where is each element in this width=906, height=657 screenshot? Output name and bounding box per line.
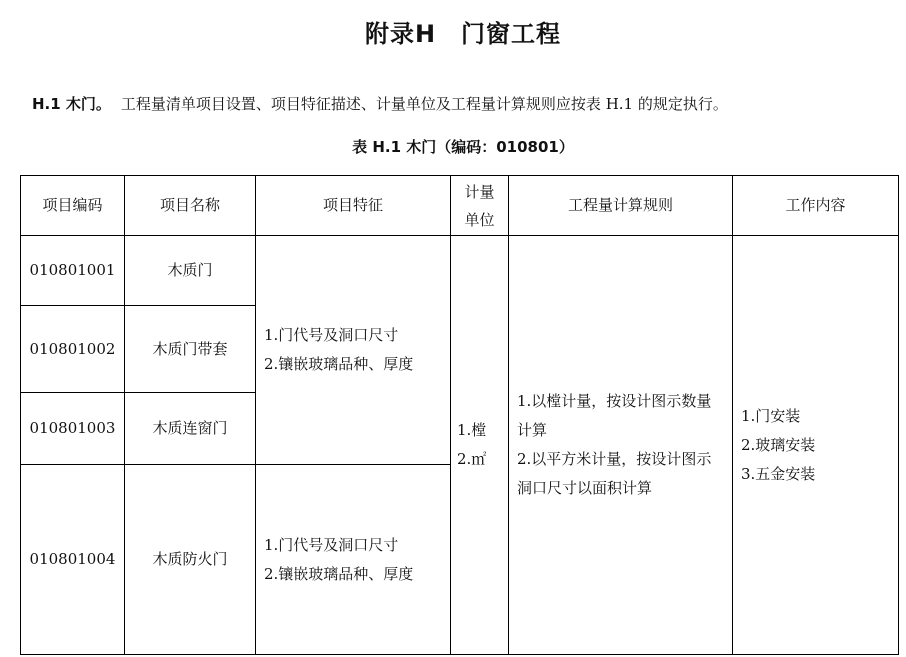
item-name: 木质防火门 xyxy=(125,465,256,655)
table-row xyxy=(21,236,899,306)
feature-line: 2.镶嵌玻璃品种、厚度 xyxy=(264,564,414,583)
item-code: 010801003 xyxy=(21,393,125,465)
intro-paragraph xyxy=(32,93,728,114)
feature-line: 2.镶嵌玻璃品种、厚度 xyxy=(264,355,414,373)
header-unit xyxy=(451,176,509,236)
intro-text: 工程量清单项目设置、项目特征描述、计量单位及工程量计算规则应按表 H.1 的规定执行。 xyxy=(120,95,728,113)
item-features xyxy=(256,236,451,465)
table-header-row xyxy=(21,176,899,236)
item-features xyxy=(256,465,451,655)
feature-line: 1.门代号及洞口尺寸 xyxy=(264,326,399,344)
content-line: 1.门安装 xyxy=(741,406,801,425)
rule-line: 2.以平方米计量，按设计图示洞口尺寸以面积计算 xyxy=(517,450,712,497)
item-name: 木质门 xyxy=(125,236,256,306)
feature-line: 1.门代号及洞口尺寸 xyxy=(264,535,399,554)
header-content: 工作内容 xyxy=(733,176,899,236)
header-unit-line1: 计量 xyxy=(464,182,495,201)
header-features: 项目特征 xyxy=(256,176,451,236)
table-caption: 表 H.1 木门（编码：010801） xyxy=(352,138,574,156)
unit-line: 2.㎡ xyxy=(457,450,487,468)
page-title: 附录H 门窗工程 xyxy=(364,20,562,48)
item-name: 木质连窗门 xyxy=(125,393,256,465)
item-unit xyxy=(451,236,509,655)
item-rule xyxy=(509,236,733,655)
intro-lead: H.1 木门。 xyxy=(32,95,111,113)
content-line: 3.五金安装 xyxy=(741,464,816,483)
spec-table xyxy=(20,175,899,655)
header-code: 项目编码 xyxy=(21,176,125,236)
rule-line: 1.以樘计量，按设计图示数量计算 xyxy=(517,392,712,439)
unit-line: 1.樘 xyxy=(457,421,487,439)
item-code: 010801004 xyxy=(21,465,125,655)
header-unit-line2: 单位 xyxy=(464,210,495,229)
item-code: 010801001 xyxy=(21,236,125,306)
item-content xyxy=(733,236,899,655)
item-code: 010801002 xyxy=(21,306,125,393)
item-name: 木质门带套 xyxy=(125,306,256,393)
header-rule: 工程量计算规则 xyxy=(509,176,733,236)
content-line: 2.玻璃安装 xyxy=(741,435,816,454)
header-name: 项目名称 xyxy=(125,176,256,236)
